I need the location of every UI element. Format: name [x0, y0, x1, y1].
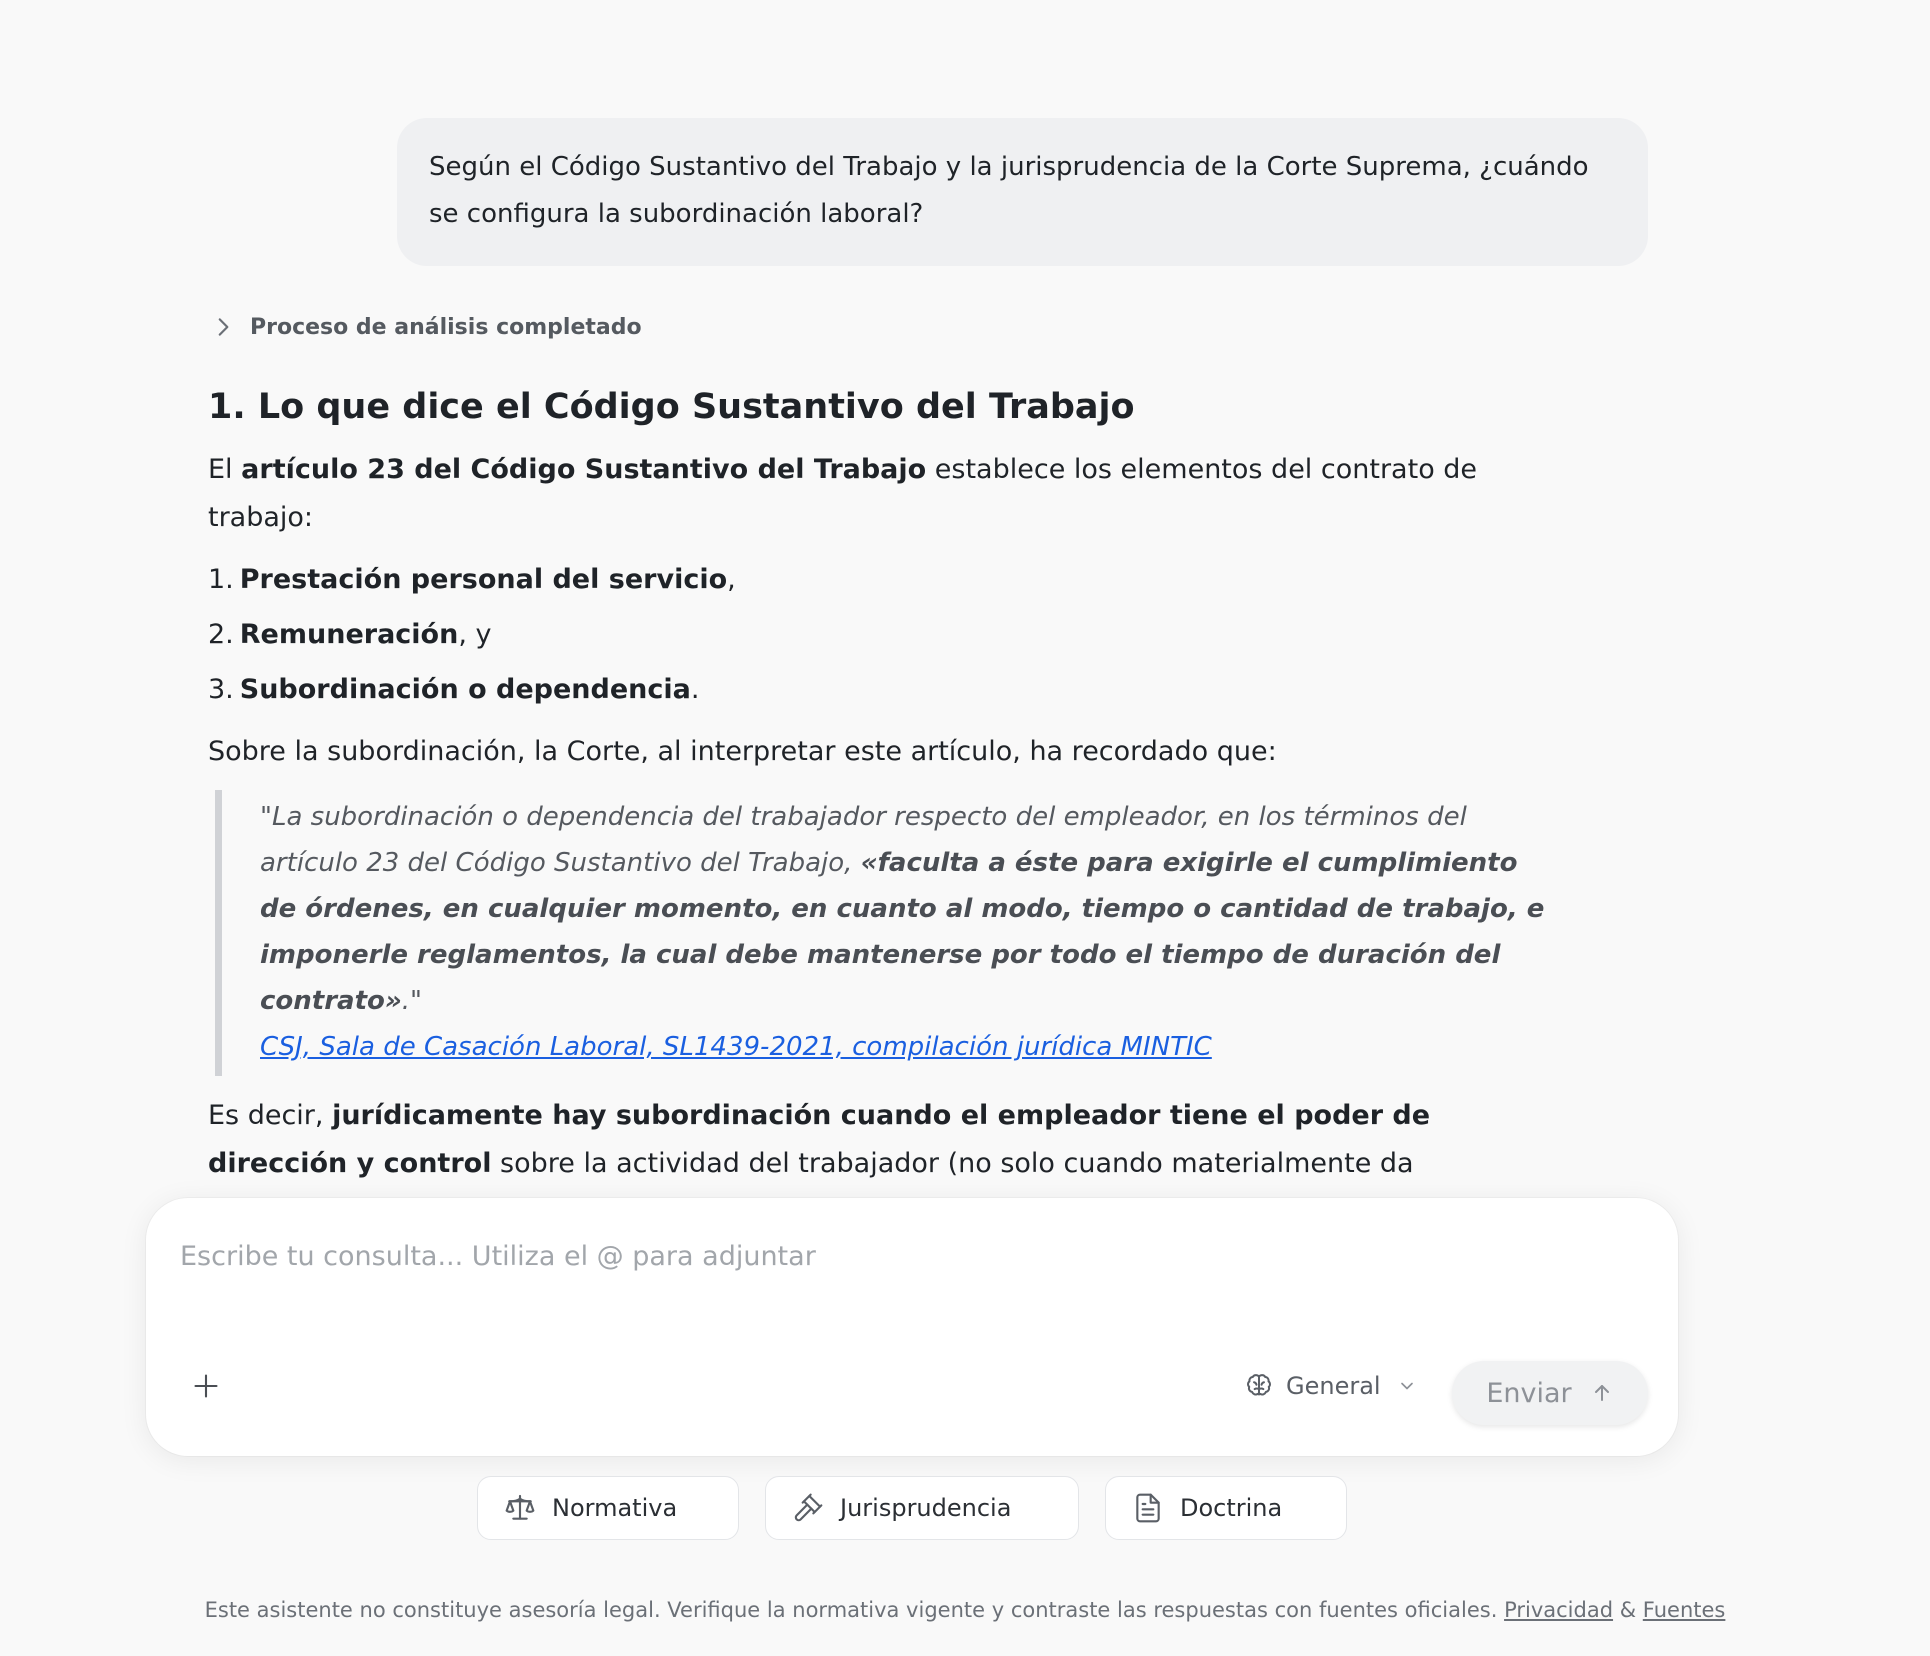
quote-text-bold: «faculta a éste para exigirle el cumplimiento de órdenes, en cualquier momento, en cuanto al modo, tiempo o cantidad de trabajo, e imponerle reglamentos, la cual debe mantenerse por todo el tiempo de duración del contrato» — [260, 848, 1545, 1016]
list-item-bold: Remuneración — [239, 619, 459, 650]
sources-link[interactable]: Fuentes — [1642, 1598, 1726, 1622]
mode-select-label: General — [1286, 1372, 1381, 1400]
list-item-tail: . — [690, 674, 700, 705]
message-composer — [146, 1198, 1678, 1456]
send-button-label: Enviar — [1486, 1377, 1572, 1409]
list-item — [208, 666, 1528, 714]
brain-icon — [1244, 1371, 1274, 1401]
chevron-right-icon — [210, 314, 236, 340]
list-item-number: 2. — [208, 619, 234, 650]
legal-disclaimer — [0, 1598, 1930, 1622]
list-item-tail: , — [727, 564, 736, 595]
chevron-down-icon — [1397, 1376, 1417, 1396]
list-item-bold: Prestación personal del servicio — [239, 564, 728, 595]
privacy-link[interactable]: Privacidad — [1504, 1598, 1614, 1622]
chip-jurisprudencia-label: Jurisprudencia — [840, 1494, 1012, 1522]
answer-lead-in: Sobre la subordinación, la Corte, al interpretar este artículo, ha recordado que: — [208, 736, 1277, 767]
conclusion-text-pre: Es decir, — [208, 1100, 333, 1131]
attach-button[interactable] — [186, 1366, 226, 1406]
analysis-process-toggle[interactable] — [210, 314, 642, 340]
chip-doctrina-label: Doctrina — [1180, 1494, 1283, 1522]
jurisprudence-quote — [215, 790, 1545, 1076]
list-item-number: 3. — [208, 674, 234, 705]
list-item — [208, 556, 1528, 604]
arrow-up-icon — [1590, 1381, 1614, 1405]
footer-separator: & — [1619, 1598, 1637, 1622]
conclusion-text-post: sobre la actividad del trabajador (no solo cuando materialmente da — [500, 1148, 1414, 1179]
analysis-process-label: Proceso de análisis completado — [250, 314, 642, 340]
chip-normativa-label: Normativa — [552, 1494, 678, 1522]
list-item-tail: , y — [458, 619, 492, 650]
answer-heading-1: 1. Lo que dice el Código Sustantivo del Trabajo — [208, 387, 1135, 427]
disclaimer-text: Este asistente no constituye asesoría legal. Verifique la normativa vigente y contraste las respuestas con fuentes oficiales. — [204, 1598, 1498, 1622]
document-icon — [1132, 1492, 1164, 1524]
list-item-bold: Subordinación o dependencia — [239, 674, 691, 705]
mode-select[interactable] — [1244, 1364, 1417, 1408]
user-message-bubble — [397, 118, 1648, 266]
citation-link[interactable]: CSJ, Sala de Casación Laboral, SL1439-2021, compilación jurídica MINTIC — [260, 1032, 1212, 1062]
conclusion-text-bold: jurídicamente hay subordinación cuando el empleador tiene el poder de dirección y control — [208, 1100, 1431, 1179]
plus-icon — [192, 1372, 220, 1400]
contract-elements-list — [208, 556, 1528, 714]
quote-text-end: ." — [401, 986, 423, 1016]
send-button[interactable] — [1452, 1361, 1648, 1425]
message-input[interactable] — [178, 1226, 1638, 1286]
scale-icon — [504, 1492, 536, 1524]
chip-jurisprudencia[interactable] — [765, 1476, 1079, 1540]
intro-text-bold: artículo 23 del Código Sustantivo del Trabajo — [241, 454, 927, 485]
chip-normativa[interactable] — [477, 1476, 739, 1540]
intro-text-pre: El — [208, 454, 242, 485]
user-message-text: Según el Código Sustantivo del Trabajo y la jurisprudencia de la Corte Suprema, ¿cuándo se configura la subordinación laboral? — [429, 152, 1589, 229]
intro-text-post: establece los elementos del contrato de trabajo: — [208, 454, 1478, 533]
answer-intro-paragraph — [208, 446, 1528, 542]
gavel-icon — [792, 1492, 824, 1524]
chip-doctrina[interactable] — [1105, 1476, 1347, 1540]
list-item-number: 1. — [208, 564, 234, 595]
list-item — [208, 611, 1528, 659]
quote-text: "La subordinación o dependencia del trabajador respecto del empleador, en los términos del artículo 23 del Código Sustantivo del Trabajo, — [260, 802, 1467, 878]
